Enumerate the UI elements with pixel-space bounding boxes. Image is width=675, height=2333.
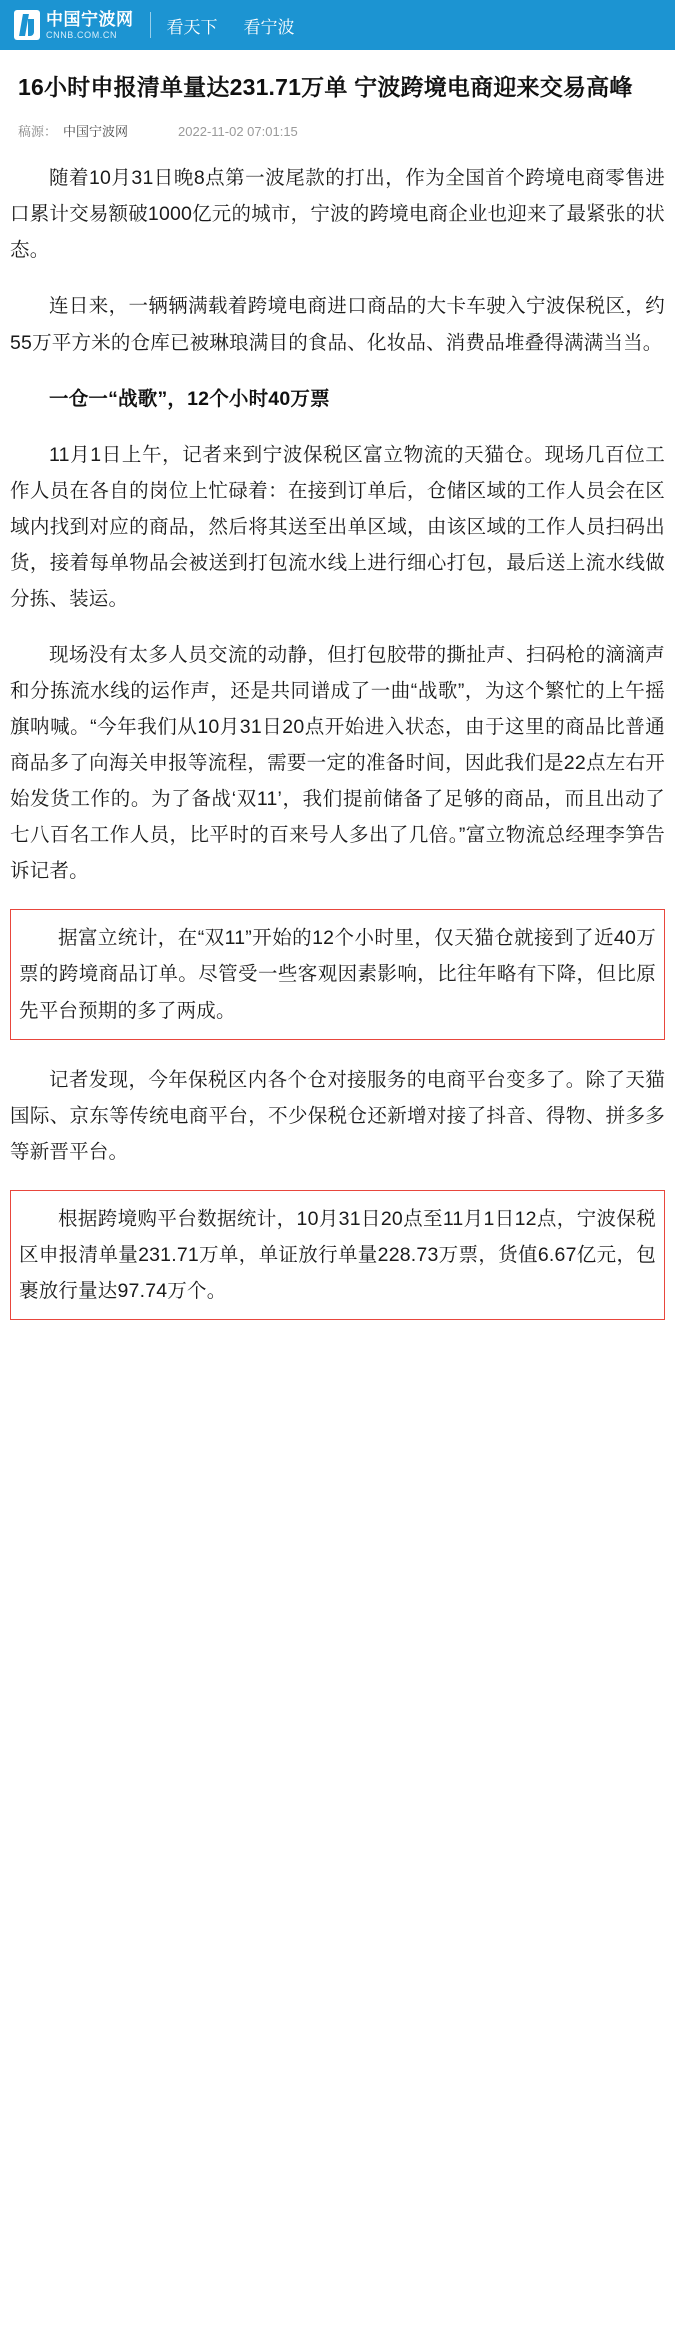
highlighted-callout (10, 909, 665, 1039)
paragraph: 连日来，一辆辆满载着跨境电商进口商品的大卡车驶入宁波保税区，约55万平方米的仓库已被琳琅满目的食品、化妆品、消费品堆叠得满满当当。 (10, 295, 665, 354)
paragraph: 11月1日上午，记者来到宁波保税区富立物流的天猫仓。现场几百位工作人员在各自的岗位上忙碌着：在接到订单后，仓储区域的工作人员会在区域内找到对应的商品，然后将其送至出单区域，由该区域的工作人员扫码出货，接着每单物品会被送到打包流水线上进行细心打包，最后送上流水线做分拣、装运。 (10, 443, 665, 610)
logo-text (46, 11, 134, 40)
article-body (0, 160, 675, 1320)
paragraph: 根据跨境购平台数据统计，10月31日20点至11月1日12点，宁波保税区申报清单量231.71万单，单证放行单量228.73万票，货值6.67亿元，包裹放行量达97.74万个。 (19, 1207, 656, 1302)
paragraph: 记者发现，今年保税区内各个仓对接服务的电商平台变多了。除了天猫国际、京东等传统电商平台，不少保税仓还新增对接了抖音、得物、拼多多等新晋平台。 (10, 1068, 665, 1163)
logo-mark-icon (14, 10, 40, 40)
top-navigation-bar (0, 0, 675, 50)
nav-link-ningbo[interactable]: 看宁波 (243, 17, 295, 37)
highlighted-callout (10, 1190, 665, 1320)
source-name[interactable]: 中国宁波网 (63, 124, 129, 140)
site-logo[interactable] (14, 5, 148, 45)
publish-timestamp: 2022-11-02 07:01:15 (178, 124, 298, 140)
article-meta (18, 121, 657, 140)
article-header (0, 72, 675, 140)
page-title: 16小时申报清单量达231.71万单 宁波跨境电商迎来交易高峰 (18, 74, 633, 100)
paragraph: 随着10月31日晚8点第一波尾款的打出，作为全国首个跨境电商零售进口累计交易额破1000亿元的城市，宁波的跨境电商企业也迎来了最紧张的状态。 (10, 167, 665, 262)
logo-domain-text: CNNB.COM.CN (46, 29, 118, 40)
nav-link-world[interactable]: 看天下 (166, 17, 218, 37)
section-subheading: 一仓一“战歌”，12个小时40万票 (49, 387, 330, 410)
source-label: 稿源： (18, 124, 58, 140)
paragraph: 据富立统计，在“双11”开始的12个小时里，仅天猫仓就接到了近40万票的跨境商品订单。尽管受一些客观因素影响，比往年略有下降，但比原先平台预期的多了两成。 (19, 927, 656, 1022)
paragraph: 现场没有太多人员交流的动静，但打包胶带的撕扯声、扫码枪的滴滴声和分拣流水线的运作声，还是共同谱成了一曲“战歌”，为这个繁忙的上午摇旗呐喊。“今年我们从10月31日20点开始进入状态，由于这里的商品比普通商品多了向海关申报等流程，需要一定的准备时间，因此我们是22点左右开始发货工作的。为了备战‘双11’，我们提前储备了足够的商品，而且出动了七八百名工作人员，比平时的百来号人多出了几倍。”富立物流总经理李笋告诉记者。 (10, 643, 665, 883)
logo-chinese-name: 中国宁波网 (46, 9, 134, 29)
topbar-divider (150, 12, 151, 38)
